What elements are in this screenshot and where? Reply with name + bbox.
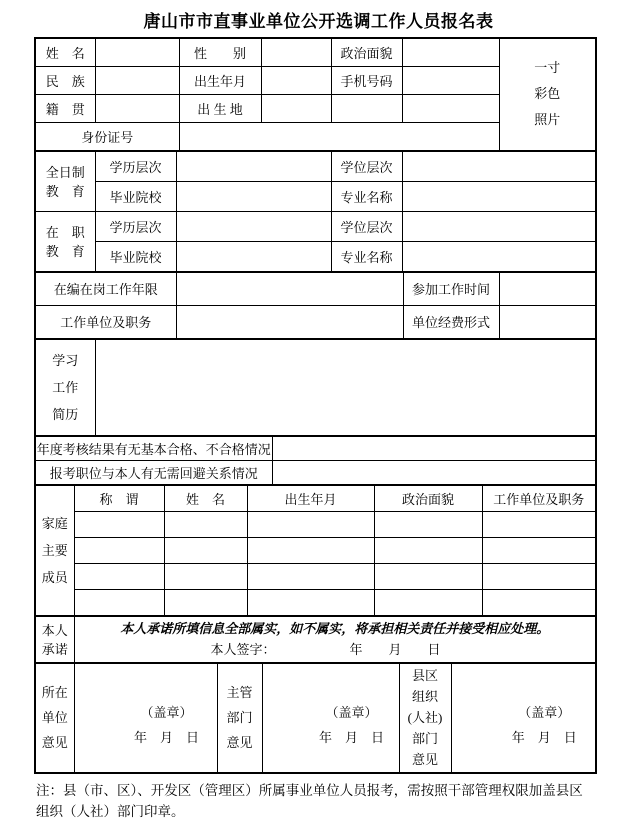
family-row-cell [374, 589, 482, 615]
native-place-label: 籍 贯 [35, 94, 95, 122]
family-row-cell [164, 511, 247, 537]
family-row-cell [74, 511, 164, 537]
empty-cell [402, 94, 499, 122]
questions-table [34, 436, 597, 485]
label-line: 部门 [226, 710, 253, 726]
footnote-line: 组织（人社）部门印章。 [36, 803, 185, 819]
fulltime-academic-degree-value-cell [402, 151, 596, 181]
annual-assessment-label: 年度考核结果有无基本合格、不合格情况 [35, 436, 272, 460]
family-row-cell [164, 537, 247, 563]
footnote [36, 781, 616, 823]
application-form [34, 37, 599, 774]
phone-value-cell [402, 66, 499, 94]
signature-label: 本人签字： [210, 642, 276, 657]
label-line: 本人 [41, 623, 68, 638]
supervisor-dept-opinion-label [217, 663, 262, 773]
signature-date-label: 年 月 日 [349, 642, 441, 657]
photo-text-line: 彩色 [534, 86, 561, 102]
county-org-stamp-cell [451, 663, 596, 773]
fulltime-school-label: 毕业院校 [95, 181, 176, 211]
fulltime-degree-level-value-cell [176, 151, 331, 181]
label-line: 意见 [226, 735, 253, 751]
work-unit-post-label: 工作单位及职务 [35, 305, 176, 338]
form-title: 唐山市市直事业单位公开选调工作人员报名表 [143, 12, 494, 31]
family-row-cell [164, 563, 247, 589]
birth-date-label: 出生年月 [179, 66, 261, 94]
stamp-label: （盖章） [325, 704, 378, 720]
work-start-time-label: 参加工作时间 [403, 272, 499, 305]
county-org-opinion-label [399, 663, 451, 773]
onjob-major-value-cell [402, 241, 596, 271]
label-line: 工作 [52, 379, 79, 395]
political-status-label: 政治面貌 [331, 38, 402, 66]
label-line: 学习 [52, 352, 79, 368]
family-members-label [35, 485, 74, 615]
work-info-table [34, 272, 597, 339]
phone-label: 手机号码 [331, 66, 402, 94]
label-line: 成员 [41, 569, 68, 585]
label-line: 主要 [41, 542, 68, 558]
photo-text-line: 一寸 [534, 60, 561, 76]
label-line: 意见 [41, 735, 68, 751]
label-line: 家庭 [41, 515, 68, 531]
name-label: 姓 名 [35, 38, 95, 66]
label-line: 主管 [226, 685, 253, 701]
label-line: 意见 [411, 752, 438, 768]
family-row-cell [482, 511, 596, 537]
label-line: (人社) [407, 710, 443, 726]
fund-type-label: 单位经费形式 [403, 305, 499, 338]
birth-date-value-cell [261, 66, 331, 94]
fulltime-degree-level-label: 学历层次 [95, 151, 176, 181]
label-line: 简历 [52, 406, 79, 422]
fulltime-education-label [35, 151, 95, 211]
birthplace-label: 出 生 地 [179, 94, 261, 122]
stamp-label: （盖章） [140, 704, 193, 720]
family-row-cell [164, 589, 247, 615]
family-row-cell [247, 537, 374, 563]
id-number-value-cell [179, 122, 499, 150]
family-row-cell [74, 537, 164, 563]
commitment-content-cell [74, 616, 596, 662]
family-row-cell [482, 537, 596, 563]
commitment-statement: 本人承诺所填信息全部属实，如不属实，将承担相关责任并接受相应处理。 [120, 621, 550, 636]
label-line: 所在 [41, 685, 68, 701]
photo-text-line: 照片 [534, 112, 561, 128]
birthplace-value-cell [261, 94, 331, 122]
home-unit-stamp-cell [74, 663, 217, 773]
label-line: 承诺 [41, 642, 68, 657]
ethnicity-label: 民 族 [35, 66, 95, 94]
gender-value-cell [261, 38, 331, 66]
onjob-degree-level-label: 学历层次 [95, 211, 176, 241]
name-value-cell [95, 38, 179, 66]
footnote-line: 注：县（市、区）、开发区（管理区）所属事业单位人员报考，需按照干部管理权限加盖县区 [36, 783, 583, 798]
fulltime-major-label: 专业名称 [331, 181, 402, 211]
family-row-cell [482, 563, 596, 589]
photo-cell [499, 38, 596, 150]
avoidance-relation-label: 报考职位与本人有无需回避关系情况 [35, 460, 272, 484]
family-row-cell [74, 589, 164, 615]
family-header-political: 政治面貌 [374, 485, 482, 511]
resume-label [35, 339, 95, 435]
family-row-cell [247, 563, 374, 589]
onjob-academic-degree-value-cell [402, 211, 596, 241]
supervisor-dept-stamp-cell [262, 663, 399, 773]
work-years-value-cell [176, 272, 403, 305]
onjob-school-value-cell [176, 241, 331, 271]
family-row-cell [74, 563, 164, 589]
avoidance-relation-value-cell [272, 460, 596, 484]
family-members-table [34, 485, 597, 616]
work-years-label: 在编在岗工作年限 [35, 272, 176, 305]
empty-cell [331, 94, 402, 122]
resume-table [34, 339, 597, 436]
id-number-label: 身份证号 [35, 122, 179, 150]
date-label: 年 月 日 [511, 729, 577, 745]
commitment-table [34, 616, 597, 663]
family-header-relation: 称 谓 [74, 485, 164, 511]
family-row-cell [374, 511, 482, 537]
date-label: 年 月 日 [318, 729, 384, 745]
commitment-sign-line [75, 639, 596, 661]
fulltime-school-value-cell [176, 181, 331, 211]
education-table [34, 151, 597, 272]
work-start-time-value-cell [499, 272, 596, 305]
label-line: 县区 [411, 668, 438, 684]
family-row-cell [374, 563, 482, 589]
gender-label: 性 别 [179, 38, 261, 66]
label-line: 单位 [41, 710, 68, 726]
label-line: 组织 [411, 689, 438, 705]
annual-assessment-value-cell [272, 436, 596, 460]
label-line: 教 育 [45, 244, 85, 259]
label-line: 教 育 [45, 184, 85, 199]
native-place-value-cell [95, 94, 179, 122]
family-header-name: 姓 名 [164, 485, 247, 511]
ethnicity-value-cell [95, 66, 179, 94]
commitment-label [35, 616, 74, 662]
fund-type-value-cell [499, 305, 596, 338]
label-line: 在 职 [45, 225, 85, 240]
label-line: 全日制 [45, 165, 85, 180]
onjob-degree-level-value-cell [176, 211, 331, 241]
onjob-academic-degree-label: 学位层次 [331, 211, 402, 241]
onjob-major-label: 专业名称 [331, 241, 402, 271]
onjob-education-label [35, 211, 95, 271]
onjob-school-label: 毕业院校 [95, 241, 176, 271]
family-row-cell [247, 589, 374, 615]
work-unit-post-value-cell [176, 305, 403, 338]
fulltime-academic-degree-label: 学位层次 [331, 151, 402, 181]
fulltime-major-value-cell [402, 181, 596, 211]
family-row-cell [247, 511, 374, 537]
label-line: 部门 [411, 731, 438, 747]
resume-content-cell [95, 339, 596, 435]
date-label: 年 月 日 [133, 729, 199, 745]
home-unit-opinion-label [35, 663, 74, 773]
family-row-cell [482, 589, 596, 615]
basic-info-table [34, 37, 597, 151]
stamp-label: （盖章） [518, 704, 571, 720]
family-row-cell [374, 537, 482, 563]
political-status-value-cell [402, 38, 499, 66]
opinions-table [34, 663, 597, 775]
family-header-birth: 出生年月 [247, 485, 374, 511]
family-header-unit: 工作单位及职务 [482, 485, 596, 511]
